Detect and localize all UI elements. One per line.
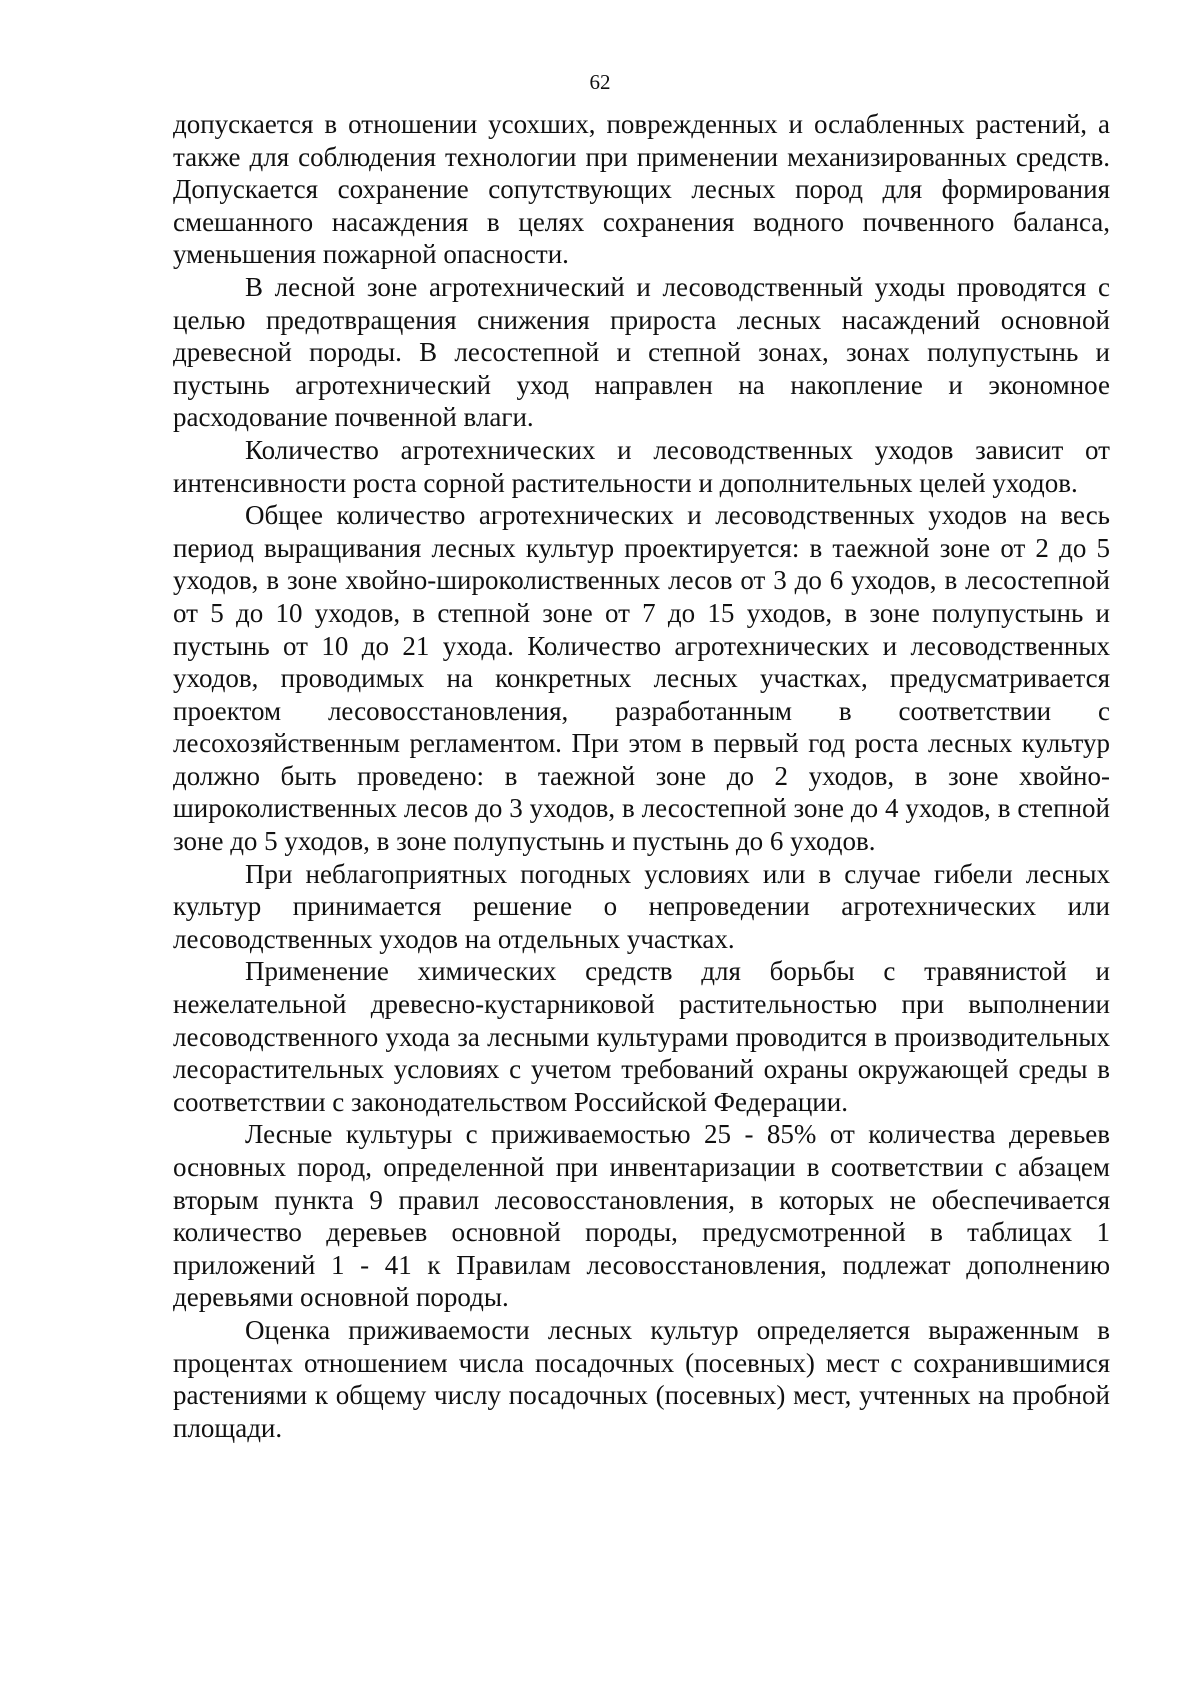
document-body [173, 108, 1110, 1444]
paragraph-adverse-weather: При неблагоприятных погодных условиях или в случае гибели лесных культур принимается решение о непроведении агротехнических или лесоводственных уходов на отдельных участках. [173, 858, 1110, 954]
paragraph-care-count-dependence: Количество агротехнических и лесоводственных уходов зависит от интенсивности роста сорной растительности и дополнительных целей уходов. [173, 434, 1110, 498]
paragraph-survival-assessment: Оценка приживаемости лесных культур определяется выраженным в процентах отношением числа посадочных (посевных) мест с сохранившимися растениями к общему числу посадочных (посевных) мест, учтенных на пробной площади. [173, 1314, 1110, 1443]
paragraph-survival-rate-supplement: Лесные культуры с приживаемостью 25 - 85% от количества деревьев основных пород, определенной при инвентаризации в соответствии с абзацем вторым пункта 9 правил лесовосстановления, в которых не обеспечивается количество деревьев основной породы, предусмотренной в таблицах 1 приложений 1 - 41 к Правилам лесовосстановления, подлежат дополнению деревьями основной породы. [173, 1119, 1110, 1313]
paragraph-care-purpose: В лесной зоне агротехнический и лесоводственный уходы проводятся с целью предотвращения снижения прироста лесных насаждений основной древесной породы. В лесостепной и степной зонах, зонах полупустынь и пустынь агротехнический уход направлен на накопление и экономное расходование почвенной влаги. [173, 271, 1110, 433]
page-number: 62 [589, 70, 611, 94]
paragraph-total-care-count: Общее количество агротехнических и лесоводственных уходов на весь период выращивания лесных культур проектируется: в таежной зоне от 2 до 5 уходов, в зоне хвойно-широколиственных лесов от 3 до 6 уходов, в лесостепной от 5 до 10 уходов, в степной зоне от 7 до 15 уходов, в зоне полупустынь и пустынь от 10 до 21 ухода. Количество агротехнических и лесоводственных уходов, проводимых на конкретных лесных участках, предусматривается проектом лесовосстановления, разработанным в соответствии с лесохозяйственным регламентом. При этом в первый год роста лесных культур должно быть проведено: в таежной зоне до 2 уходов, в зоне хвойно-широколиственных лесов до 3 уходов, в лесостепной зоне до 4 уходов, в степной зоне до 5 уходов, в зоне полупустынь и пустынь до 6 уходов. [173, 500, 1110, 857]
paragraph-continuation: допускается в отношении усохших, поврежденных и ослабленных растений, а также для соблюдения технологии при применении механизированных средств. Допускается сохранение сопутствующих лесных пород для формирования смешанного насаждения в целях сохранения водного почвенного баланса, уменьшения пожарной опасности. [173, 109, 1110, 270]
paragraph-chemical-means: Применение химических средств для борьбы с травянистой и нежелательной древесно-кустарниковой растительностью при выполнении лесоводственного ухода за лесными культурами проводится в производительных лесорастительных условиях с учетом требований охраны окружающей среды в соответствии с законодательством Российской Федерации. [173, 956, 1110, 1117]
